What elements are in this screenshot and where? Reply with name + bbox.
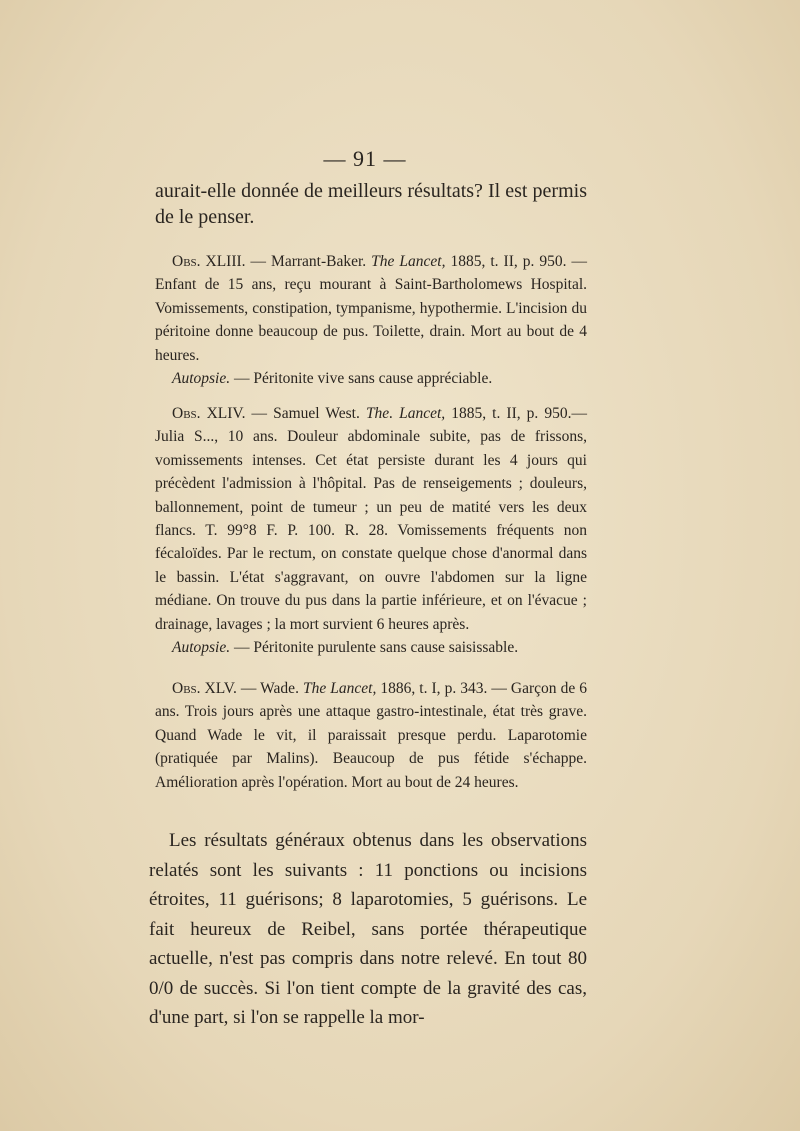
- observation-label: Obs. XLIII.: [172, 253, 246, 270]
- observation-body: 1886, t. I, p. 343. — Garçon de 6 ans. Trois jours après une attaque gastro-intestinale, état très grave. Quand Wade le vit, il paraissait presque perdu. Laparotomie (pratiquée par Malins). Beaucoup de pus fétide s'échappe. Amélioration après l'opération. Mort au bout de 24 heures.: [155, 680, 588, 791]
- journal-title: The Lancet,: [302, 680, 377, 697]
- autopsy-line: [155, 636, 587, 659]
- observation-author: — Samuel West.: [245, 405, 366, 422]
- journal-title: The. Lancet,: [365, 405, 446, 422]
- journal-title: The Lancet,: [371, 253, 446, 270]
- observation-label: Obs. XLIV.: [172, 405, 246, 422]
- observation-text: [155, 250, 587, 367]
- autopsy-label: Autopsie.: [172, 370, 231, 388]
- observation-text: [155, 677, 587, 794]
- observation-45: [155, 677, 587, 794]
- observation-author: — Wade.: [236, 680, 303, 697]
- autopsy-text: — Péritonite purulente sans cause saisissable.: [230, 639, 519, 657]
- observation-author: — Marrant-Baker.: [245, 253, 372, 270]
- observation-43: [155, 250, 587, 390]
- observation-body: 1885, t. II, p. 950.— Julia S..., 10 ans. Douleur abdominale subite, pas de frissons, vomissements intenses. Cet état persiste durant les 4 jours qui précèdent l'admission à l'hôpital. Pas de renseigements ; douleurs, ballonnement, point de tumeur ; un peu de matité vers les deux flancs. T. 99°8 F. P. 100. R. 28. Vomissements fréquents non fécaloïdes. Par le rectum, on constate quelque chose d'anormal dans le bassin. L'état s'aggravant, on ouvre l'abdomen sur la ligne médiane. On trouve du pus dans la partie inférieure, et on l'évacue ; drainage, lavages ; la mort survient 6 heures après.: [155, 405, 587, 633]
- autopsy-label: Autopsie.: [172, 639, 231, 657]
- observation-label: Obs. XLV.: [172, 680, 237, 697]
- page-number: — 91 —: [323, 146, 407, 171]
- continued-paragraph: aurait-elle donnée de meilleurs résultats? Il est permis de le penser.: [155, 180, 587, 228]
- autopsy-line: [155, 367, 587, 390]
- observation-44: [155, 402, 587, 659]
- observation-text: [155, 402, 587, 636]
- conclusion-paragraph: [149, 826, 587, 1033]
- conclusion-text: Les résultats généraux obtenus dans les observations relatés sont les suivants : 11 ponctions ou incisions étroites, 11 guérisons; 8 laparotomies, 5 guérisons. Le fait heureux de Reibel, sans portée thérapeutique actuelle, n'est pas compris dans notre relevé. En tout 80 0/0 de succès. Si l'on tient compte de la gravité des cas, d'une part, si l'on se rappelle la mor-: [149, 830, 587, 1028]
- autopsy-text: — Péritonite vive sans cause appréciable.: [230, 370, 493, 388]
- observation-body: 1885, t. II, p. 950. — Enfant de 15 ans, reçu mourant à Saint-Bartholomews Hospital. Vomissements, constipation, tympanisme, hypothermie. L'incision du péritoine donne beaucoup de pus. Toilette, drain. Mort au bout de 4 heures.: [155, 253, 587, 364]
